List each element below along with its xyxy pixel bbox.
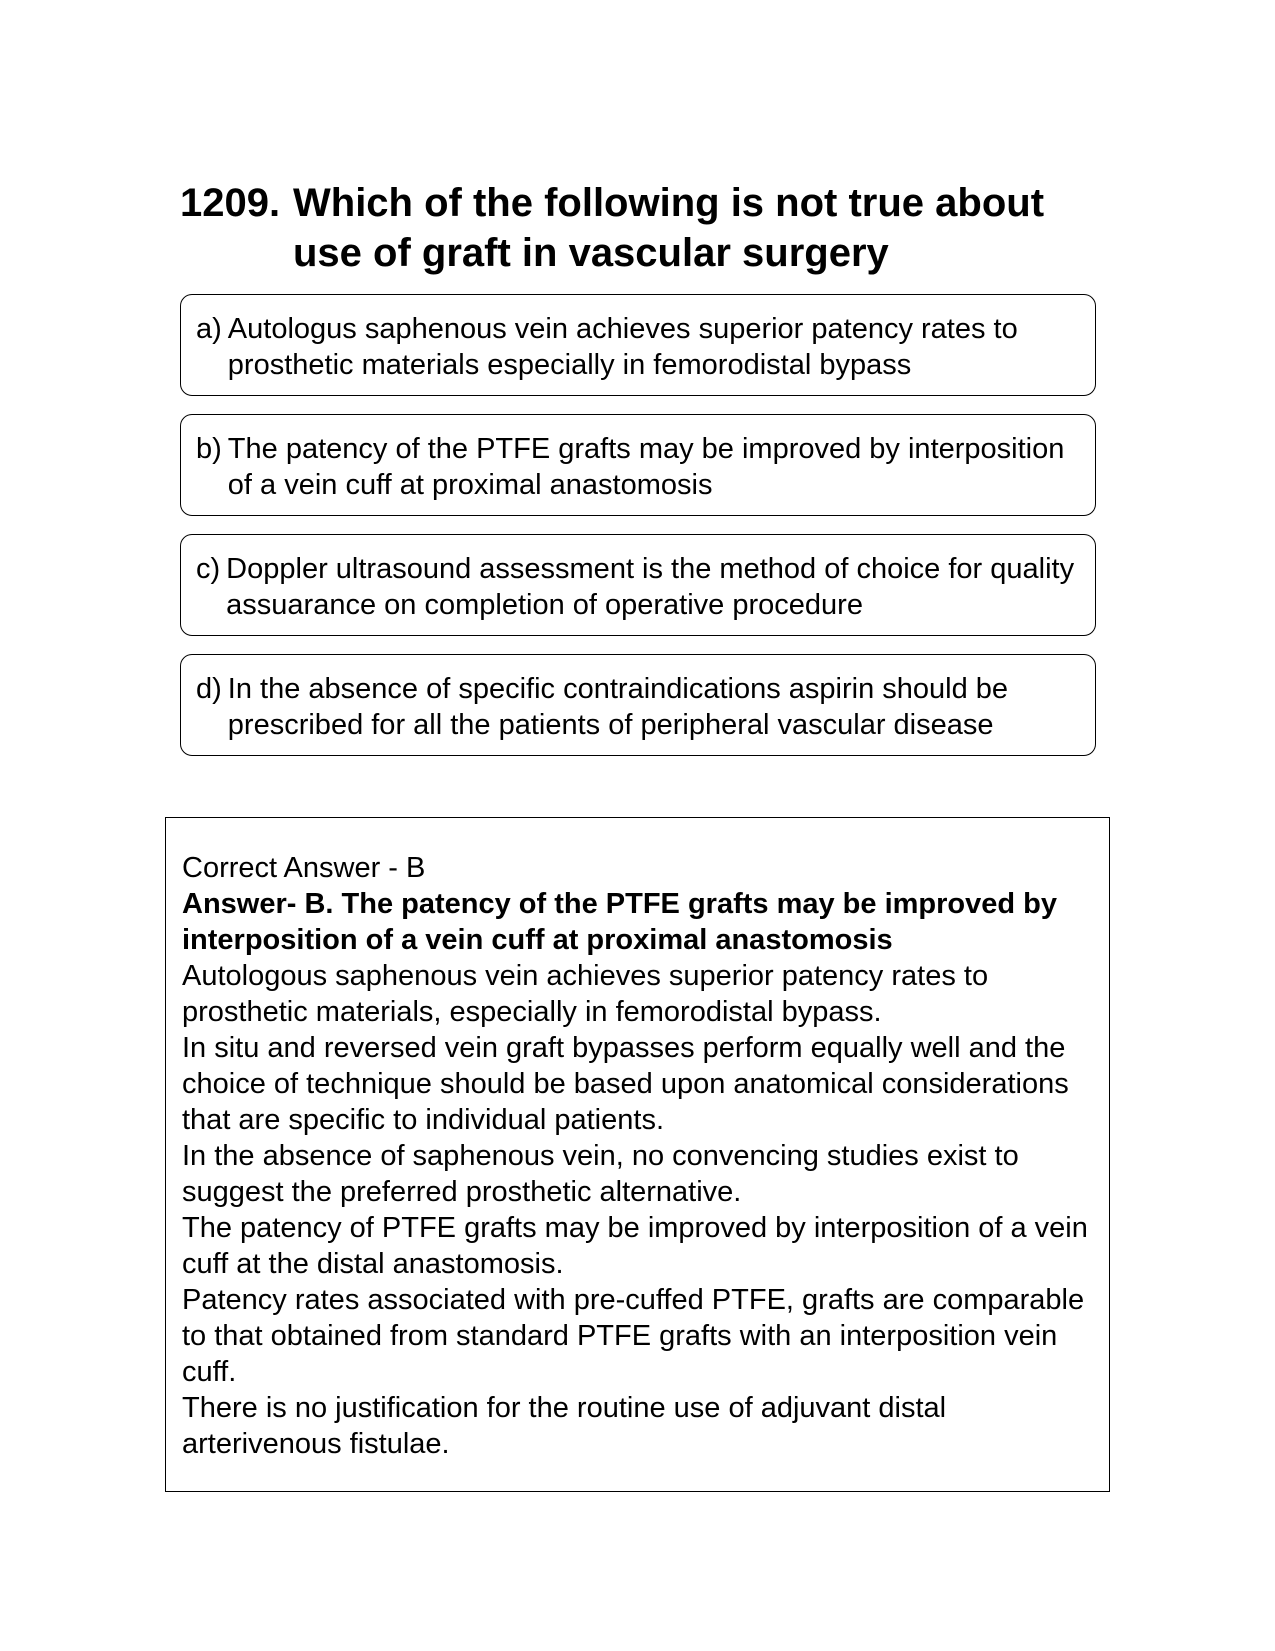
explanation-paragraph: Patency rates associated with pre-cuffed PTFE, grafts are comparable to that obtained from standard PTFE grafts with an interposition vein cuff. [182, 1284, 1085, 1388]
explanation-paragraph: Autologous saphenous vein achieves superior patency rates to prosthetic materials, especially in femorodistal bypass. [182, 960, 989, 1028]
option-c[interactable] [180, 534, 1096, 636]
option-text: The patency of the PTFE grafts may be improved by interposition of a vein cuff at proximal anastomosis [227, 433, 1065, 501]
option-text: In the absence of specific contraindications aspirin should be prescribed for all the patients of peripheral vascular disease [227, 673, 1009, 741]
answer-explanation-box [165, 817, 1110, 1492]
option-a[interactable] [180, 294, 1096, 396]
option-b[interactable] [180, 414, 1096, 516]
question-number: 1209. [180, 181, 281, 225]
option-d[interactable] [180, 654, 1096, 756]
option-text: Doppler ultrasound assessment is the method of choice for quality assuarance on completion of operative procedure [226, 553, 1075, 621]
question-heading [180, 178, 1100, 278]
correct-answer-line: Correct Answer - B [182, 852, 426, 884]
answer-statement: Answer- B. The patency of the PTFE grafts may be improved by interposition of a vein cuff at proximal anastomosis [182, 888, 1058, 956]
option-letter: a) [196, 313, 222, 345]
question-text: Which of the following is not true about use of graft in vascular surgery [293, 181, 1045, 275]
explanation-paragraph: In the absence of saphenous vein, no convencing studies exist to suggest the preferred prosthetic alternative. [182, 1140, 1019, 1208]
explanation-paragraph: The patency of PTFE grafts may be improved by interposition of a vein cuff at the distal anastomosis. [182, 1212, 1088, 1280]
option-text: Autologus saphenous vein achieves superior patency rates to prosthetic materials especially in femorodistal bypass [227, 313, 1018, 381]
explanation-paragraph: In situ and reversed vein graft bypasses perform equally well and the choice of technique should be based upon anatomical considerations that are specific to individual patients. [182, 1032, 1069, 1136]
explanation-paragraph: There is no justification for the routine use of adjuvant distal arterivenous fistulae. [182, 1392, 947, 1460]
option-letter: b) [196, 433, 222, 465]
option-letter: d) [196, 673, 222, 705]
option-letter: c) [196, 553, 221, 585]
